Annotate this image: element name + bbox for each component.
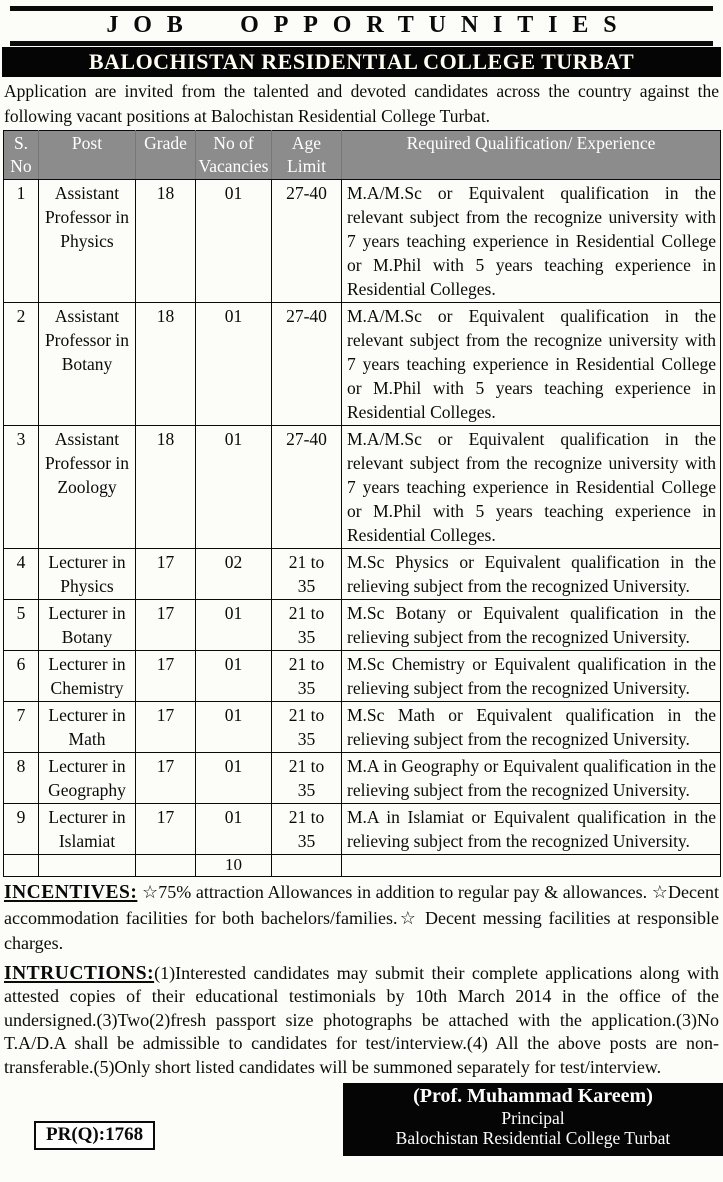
cell-vacancies: 01 [196,426,272,549]
cell-age: 27-40 [272,303,342,426]
table-row [4,753,721,804]
footer [0,1083,723,1156]
instructions-paragraph [0,962,723,1080]
cell-vacancies: 01 [196,651,272,702]
cell-post: Assistant Professor in Zoology [39,426,136,549]
cell-post: Lecturer in Physics [39,549,136,600]
cell-age: 21 to 35 [272,549,342,600]
table-total-row [4,855,721,877]
cell-grade: 17 [136,702,196,753]
cell-grade: 17 [136,753,196,804]
cell-grade: 18 [136,180,196,303]
signatory-name: (Prof. Muhammad Kareem) [413,1085,653,1107]
table-row [4,549,721,600]
cell-grade: 17 [136,651,196,702]
positions-table [3,130,721,877]
cell-sno: 5 [4,600,39,651]
cell-post: Assistant Professor in Botany [39,303,136,426]
col-header-post: Post [39,131,136,180]
cell-grade: 17 [136,804,196,855]
table-row [4,426,721,549]
cell-qualification: M.A in Geography or Equivalent qualification in the relieving subject from the recognized University. [342,753,721,804]
table-row [4,804,721,855]
pr-number: PR(Q):1768 [34,1121,155,1150]
cell-age: 21 to 35 [272,753,342,804]
signature-block [343,1083,723,1156]
college-title-bar [2,47,721,77]
instructions-label: INTRUCTIONS: [4,962,155,984]
cell-age: 21 to 35 [272,600,342,651]
cell-vacancies: 01 [196,804,272,855]
page-title: JOB OPPORTUNITIES [106,12,632,38]
cell-qualification: M.Sc Physics or Equivalent qualification in the relieving subject from the recognized University. [342,549,721,600]
cell-grade: 18 [136,303,196,426]
cell-post: Assistant Professor in Physics [39,180,136,303]
cell-vacancies: 02 [196,549,272,600]
col-header-grade: Grade [136,131,196,180]
cell-sno: 4 [4,549,39,600]
bottom-rule [10,41,713,46]
table-row [4,651,721,702]
cell-post: Lecturer in Botany [39,600,136,651]
cell-vacancies: 01 [196,303,272,426]
col-header-qualification: Required Qualification/ Experience [342,131,721,180]
cell-sno: 1 [4,180,39,303]
total-vacancies: 10 [196,855,272,877]
instructions-text: (1)Interested candidates may submit their complete applications along with attested copies of their educational testimonials by 10th March 2014 in the office of the undersigned.(3)Two(2)fresh passport size photographs be attached with the application.(3)No T.A/D.A shall be admissible to candidates for test/interview.(4) All the above posts are non-transferable.(5)Only short listed candidates will be summoned separately for test/interview. [4,962,719,1077]
total-empty-cell [39,855,136,877]
cell-qualification: M.Sc Botany or Equivalent qualification in the relieving subject from the recognized University. [342,600,721,651]
incentives-text: ☆75% attraction Allowances in addition to regular pay & allowances. ☆Decent accommodation facilities for both bachelors/families.☆ Decent messing facilities at responsible charges. [4,882,719,953]
cell-grade: 18 [136,426,196,549]
cell-age: 27-40 [272,180,342,303]
table-row [4,702,721,753]
cell-qualification: M.A/M.Sc or Equivalent qualification in the relevant subject from the recognize university with 7 years teaching experience in Residential College or M.Phil with 5 years teaching experience in Residential Colleges. [342,180,721,303]
cell-sno: 8 [4,753,39,804]
cell-qualification: M.Sc Math or Equivalent qualification in the relieving subject from the recognized University. [342,702,721,753]
cell-qualification: M.A/M.Sc or Equivalent qualification in the relevant subject from the recognize university with 7 years teaching experience in Residential College or M.Phil with 5 years teaching experience in Residential Colleges. [342,303,721,426]
cell-vacancies: 01 [196,180,272,303]
cell-age: 27-40 [272,426,342,549]
table-row [4,303,721,426]
cell-vacancies: 01 [196,600,272,651]
cell-age: 21 to 35 [272,702,342,753]
cell-age: 21 to 35 [272,804,342,855]
college-title: BALOCHISTAN RESIDENTIAL COLLEGE TURBAT [88,49,635,74]
cell-grade: 17 [136,600,196,651]
total-empty-cell [342,855,721,877]
cell-grade: 17 [136,549,196,600]
intro-text: Application are invited from the talented and devoted candidates across the country against the following vacant positions at Balochistan Residential College Turbat. [4,81,719,126]
cell-age: 21 to 35 [272,651,342,702]
table-row [4,600,721,651]
cell-qualification: M.Sc Chemistry or Equivalent qualification in the relieving subject from the recognized University. [342,651,721,702]
cell-post: Lecturer in Math [39,702,136,753]
signatory-designation: Principal [501,1108,565,1128]
cell-sno: 7 [4,702,39,753]
signatory-organization: Balochistan Residential College Turbat [395,1128,671,1148]
cell-sno: 6 [4,651,39,702]
col-header-age: Age Limit [272,131,342,180]
masthead [10,6,713,46]
cell-sno: 2 [4,303,39,426]
cell-post: Lecturer in Chemistry [39,651,136,702]
cell-sno: 9 [4,804,39,855]
incentives-label: INCENTIVES: [4,882,138,903]
total-empty-cell [136,855,196,877]
cell-sno: 3 [4,426,39,549]
col-header-vacancies: No of Vacancies [196,131,272,180]
table-row [4,180,721,303]
total-empty-cell [272,855,342,877]
cell-vacancies: 01 [196,702,272,753]
total-empty-cell [4,855,39,877]
cell-qualification: M.A in Islamiat or Equivalent qualification in the relieving subject from the recognized University. [342,804,721,855]
table-header-row [4,131,721,180]
cell-vacancies: 01 [196,753,272,804]
incentives-paragraph [0,880,723,957]
cell-post: Lecturer in Geography [39,753,136,804]
cell-qualification: M.A/M.Sc or Equivalent qualification in the relevant subject from the recognize university with 7 years teaching experience in Residential College or M.Phil with 5 years teaching experience in Residential Colleges. [342,426,721,549]
col-header-sno: S. No [4,131,39,180]
cell-post: Lecturer in Islamiat [39,804,136,855]
